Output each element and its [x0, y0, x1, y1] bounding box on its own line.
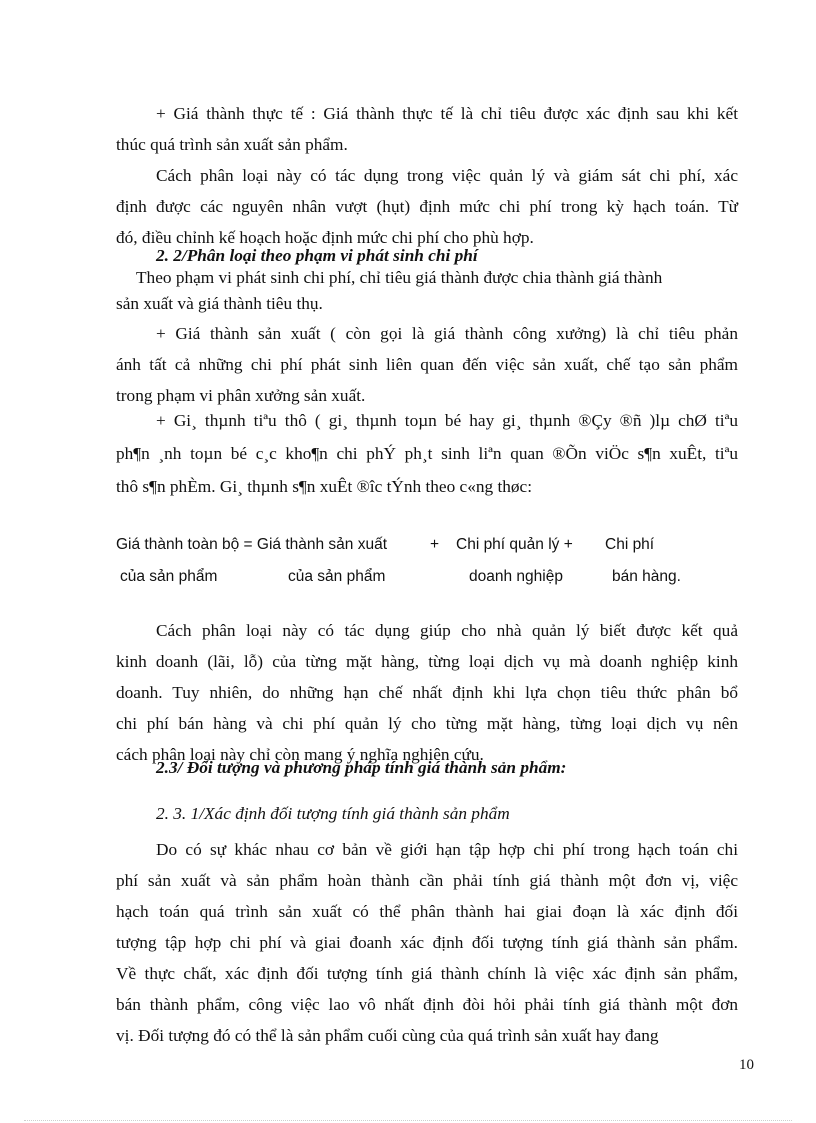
paragraph-cost-object [116, 834, 738, 1051]
formula-sales: bán hàng. [612, 568, 681, 585]
page-number: 10 [739, 1057, 754, 1073]
paragraph-scope-intro [116, 265, 738, 317]
formula-selling-cost: Chi phí [605, 536, 655, 553]
text-line: chi phí bán hàng và chi phí quản lý cho từng mặt hàng, từng loại dịch vụ nên [116, 714, 738, 733]
text-line: + Giá thành sản xuất ( còn gọi là giá thành công xưởng) là chỉ tiêu phản [156, 324, 738, 343]
text-line: định được các nguyên nhân vượt (hụt) định mức chi phí trong kỳ hạch toán. Từ [116, 197, 738, 216]
paragraph-actual-cost [116, 98, 738, 160]
subsection-heading-2-3-1: 2. 3. 1/Xác định đối tượng tính giá thành sản phẩm [156, 804, 510, 823]
formula-of-product-1: của sản phẩm [120, 568, 218, 585]
text-line: Do có sự khác nhau cơ bản về giới hạn tập hợp chi phí trong hạch toán chi [156, 840, 738, 859]
text-line: kinh doanh (lãi, lỗ) của từng mặt hàng, từng loại dịch vụ mà doanh nghiệp kinh [116, 652, 738, 671]
text-line: + Gi¸ thµnh tiªu thô ( gi¸ thµnh toµn bé hay gi¸ thµnh ®Çy ®ñ )lµ chØ tiªu [156, 411, 738, 430]
section-heading-2-3: 2.3/ Đối tượng và phương pháp tính giá thành sản phẩm: [156, 758, 567, 777]
paragraph-production-cost [116, 318, 738, 411]
text-line: tượng tập hợp chi phí và giai đoanh xác định đối tượng tính giá thành sản phẩm. [116, 933, 738, 952]
formula-management-cost: Chi phí quản lý + [456, 536, 573, 553]
text-line: bán thành phẩm, công việc lao vô nhất định đòi hỏi phải tính giá thành một đơn [116, 995, 738, 1014]
text-line: sản xuất và giá thành tiêu thụ. [116, 294, 323, 313]
text-line: vị. Đối tượng đó có thể là sản phẩm cuối cùng của quá trình sản xuất hay đang [116, 1026, 659, 1045]
formula-enterprise: doanh nghiệp [469, 568, 563, 585]
text-line: cách phân loại này chỉ còn mang ý nghĩa nghiên cứu. [116, 745, 484, 764]
text-line: Cách phân loại này có tác dụng giúp cho nhà quản lý biết được kết quả [156, 621, 738, 640]
text-line: ánh tất cả những chi phí phát sinh liên quan đến việc sản xuất, chế tạo sản phẩm [116, 355, 738, 374]
text-line: ph¶n ¸nh toµn bé c¸c kho¶n chi phÝ ph¸t sinh liªn quan ®Õn viÖc s¶n xuÊt, tiªu [116, 444, 738, 463]
formula-plus-sign: + [430, 536, 440, 553]
text-line: trong phạm vi phân xưởng sản xuất. [116, 386, 366, 405]
text-line: Về thực chất, xác định đối tượng tính giá thành chính là việc xác định sản phẩm, [116, 964, 738, 983]
text-line: hạch toán quá trình sản xuất có thể phân thành hai giai đoạn là xác định đối [116, 902, 738, 921]
text-line: + Giá thành thực tế : Giá thành thực tế là chỉ tiêu được xác định sau khi kết [156, 104, 738, 123]
paragraph-consumption-cost-legacy-encoding [116, 404, 738, 503]
text-line: đó, điều chỉnh kế hoạch hoặc định mức chi phí cho phù hợp. [116, 228, 534, 247]
page-bottom-divider [24, 1120, 792, 1121]
formula-total-cost: Giá thành toàn bộ = Giá thành sản xuất [116, 536, 388, 553]
text-line: phí sản xuất và sản phẩm hoàn thành cần phải tính giá thành một đơn vị, việc [116, 871, 738, 890]
text-line: Theo phạm vi phát sinh chi phí, chỉ tiêu giá thành được chia thành giá thành [136, 268, 663, 287]
text-line: thúc quá trình sản xuất sản phẩm. [116, 135, 348, 154]
paragraph-classification-benefit [116, 615, 738, 770]
text-line: doanh. Tuy nhiên, do những hạn chế nhất định khi lựa chọn tiêu thức phân bổ [116, 683, 738, 702]
formula-of-product-2: của sản phẩm [288, 568, 386, 585]
text-line: thô s¶n phÈm. Gi¸ thµnh s¶n xuÊt ®îc tÝnh theo c«ng thøc: [116, 477, 533, 496]
paragraph-classification-effect [116, 160, 738, 253]
section-heading-2-2: 2. 2/Phân loại theo phạm vi phát sinh chi phí [156, 246, 478, 265]
text-line: Cách phân loại này có tác dụng trong việc quản lý và giám sát chi phí, xác [156, 166, 738, 185]
